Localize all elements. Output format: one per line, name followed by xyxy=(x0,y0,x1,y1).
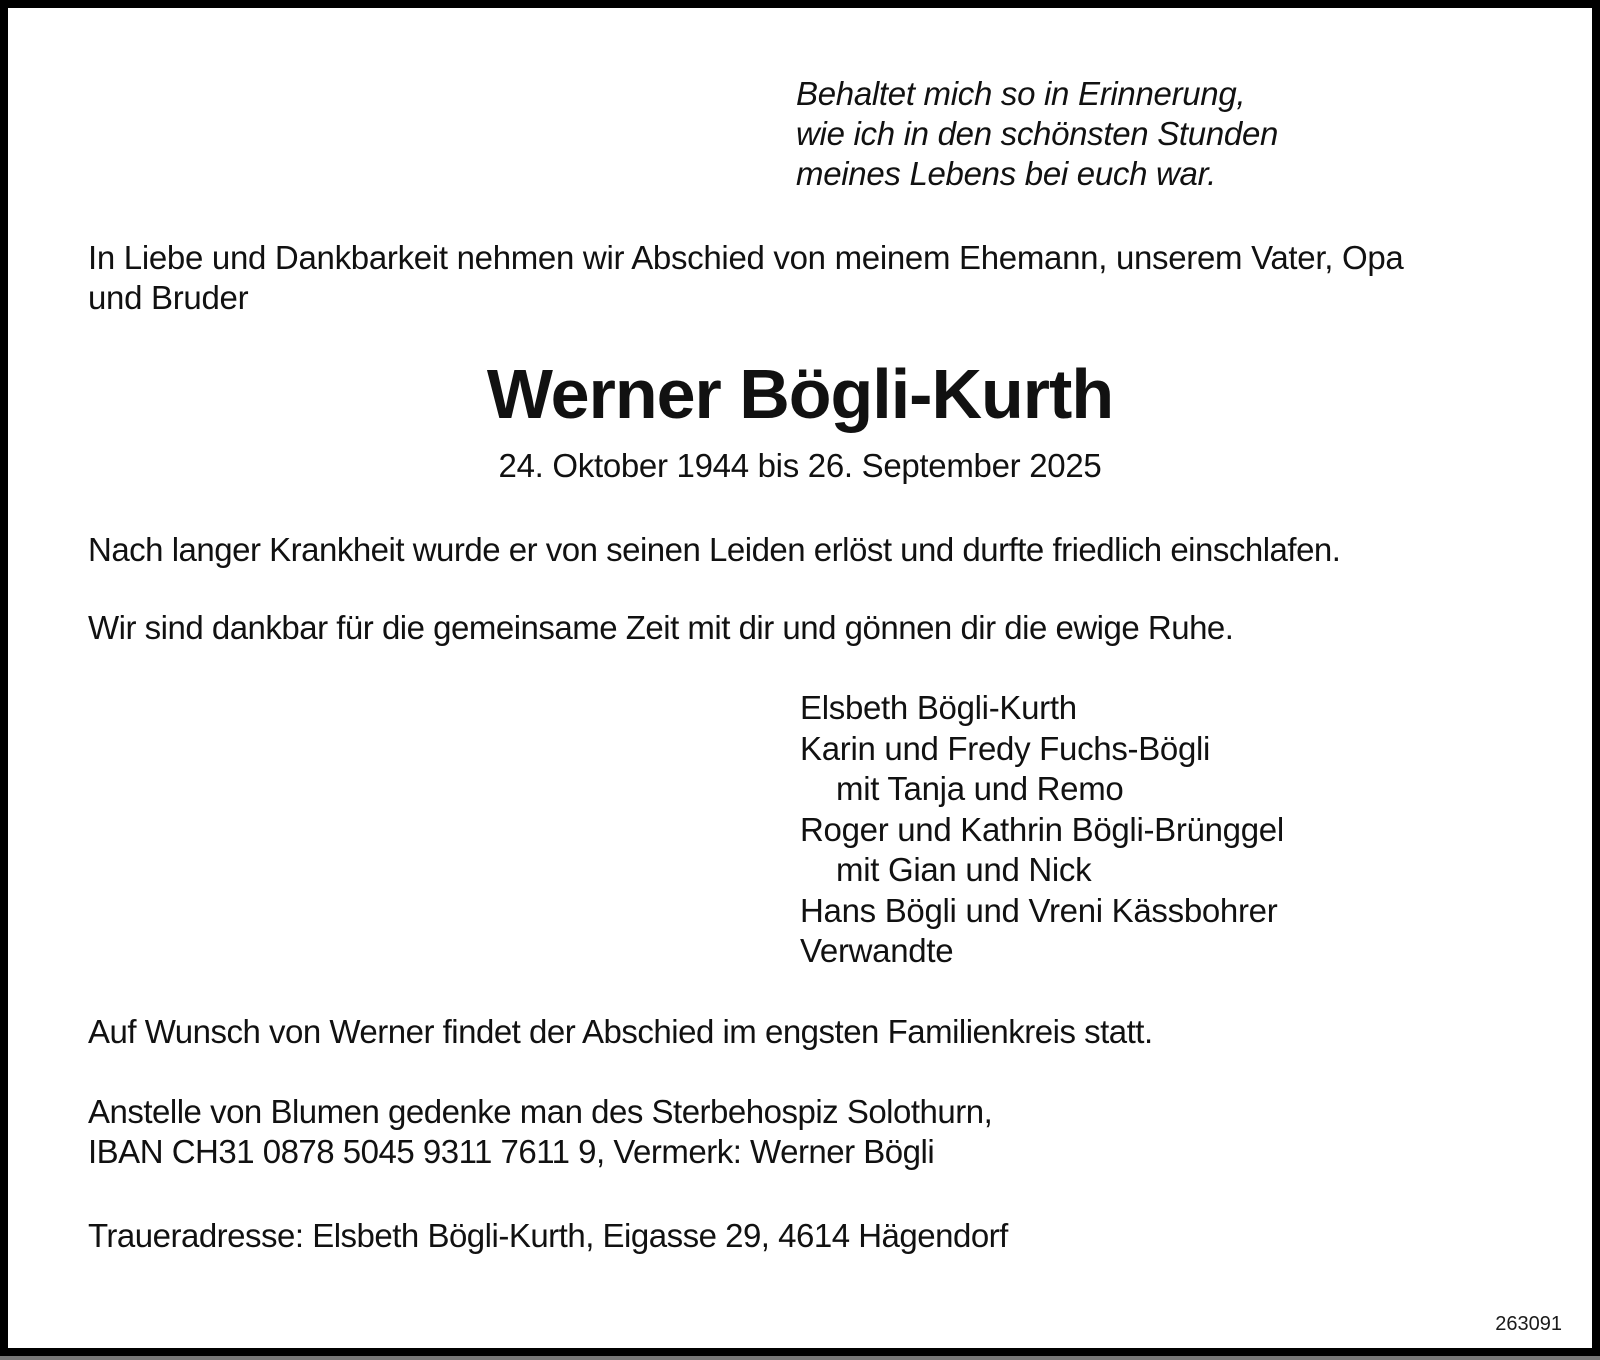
body-paragraph-illness: Nach langer Krankheit wurde er von seinen Leiden erlöst und durfte friedlich einschlafen. xyxy=(88,531,1341,568)
mourner-line: Roger und Kathrin Bögli-Brünggel xyxy=(800,810,1284,848)
mourners-list xyxy=(800,688,1284,972)
epigraph-line: wie ich in den schönsten Stunden xyxy=(796,115,1279,152)
donation-line: Anstelle von Blumen gedenke man des Sterbehospiz Solothurn, xyxy=(88,1093,993,1130)
intro-line: und Bruder xyxy=(88,279,249,316)
donation-notice xyxy=(88,1092,992,1172)
farewell-notice: Auf Wunsch von Werner findet der Abschied im engsten Familienkreis statt. xyxy=(88,1013,1153,1050)
mourner-line: Karin und Fredy Fuchs-Bögli xyxy=(800,729,1211,767)
deceased-dates: 24. Oktober 1944 bis 26. September 2025 xyxy=(498,447,1102,484)
epigraph-line: meines Lebens bei euch war. xyxy=(796,155,1216,192)
donation-iban-line: IBAN CH31 0878 5045 9311 7611 9, Vermerk: Werner Bögli xyxy=(88,1133,935,1170)
mourner-line: Verwandte xyxy=(800,932,954,969)
mourner-line-children: mit Tanja und Remo xyxy=(836,770,1124,807)
mourner-line: Hans Bögli und Vreni Kässbohrer xyxy=(800,891,1278,929)
body-paragraph-gratitude: Wir sind dankbar für die gemeinsame Zeit mit dir und gönnen dir die ewige Ruhe. xyxy=(88,609,1234,646)
mourning-address: Traueradresse: Elsbeth Bögli-Kurth, Eigasse 29, 4614 Hägendorf xyxy=(88,1217,1008,1254)
epigraph-line: Behaltet mich so in Erinnerung, xyxy=(796,75,1246,112)
intro-paragraph xyxy=(88,238,1403,318)
intro-line: In Liebe und Dankbarkeit nehmen wir Abschied von meinem Ehemann, unserem Vater, Opa xyxy=(88,239,1404,276)
mourner-line: Elsbeth Bögli-Kurth xyxy=(800,689,1077,726)
mourner-line-children: mit Gian und Nick xyxy=(836,851,1092,888)
deceased-name: Werner Bögli-Kurth xyxy=(486,355,1114,433)
epigraph-quote xyxy=(796,74,1278,194)
reference-number: 263091 xyxy=(1495,1313,1562,1335)
